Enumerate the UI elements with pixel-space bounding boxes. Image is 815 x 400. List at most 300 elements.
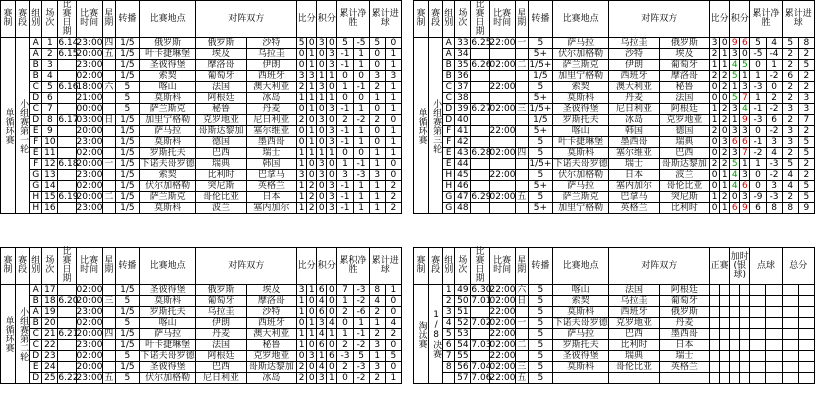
home-team-cell: 克罗地亚 [196,115,246,126]
column-header: 星期 [102,248,115,285]
venue-cell: 下诺夫哥罗德 [553,318,608,328]
date-cell [471,159,489,170]
goal-diff-away-cell: 4 [766,38,782,49]
home-team-cell: 克罗地亚 [609,318,659,329]
venue-cell: 下诺夫哥罗德 [553,159,608,169]
score-home-cell: 0 [710,181,720,192]
goal-diff-home-cell: -5 [750,49,766,60]
column-header: 比赛日期 [471,248,489,285]
column-header: 转播 [115,1,139,38]
result-cell [740,285,750,296]
table-row [1,159,402,170]
points-home-cell: 0 [317,104,327,115]
result-cell [766,362,782,373]
column-header: 比赛地点 [552,1,608,38]
date-cell [471,126,489,137]
away-team-cell: 阿根廷 [659,104,709,115]
column-header: 赛制 [414,1,429,38]
score-home-cell: 0 [297,137,307,148]
points-home-cell: 4 [317,329,327,340]
match-number-cell: 39 [455,104,471,115]
column-header: 转播 [528,248,552,285]
home-team-cell: 巴西 [609,329,659,340]
result-cell [766,285,782,296]
table-row [414,373,815,384]
away-team-cell: 巴拿马 [246,170,296,181]
result-cell [730,329,740,340]
away-team-cell: 英格兰 [246,181,296,192]
score-home-cell: 1 [297,93,307,104]
points-away-cell: 0 [327,170,337,181]
away-team-cell: 墨西哥 [246,137,296,148]
date-cell [471,93,489,104]
goals-home-cell: 0 [369,49,385,60]
result-cell [710,285,720,296]
home-team-cell: 巴西 [196,148,246,159]
points-home-cell: 0 [317,203,327,214]
goal-diff-home-cell: 1 [750,71,766,82]
result-cell [782,373,798,384]
group-cell: D [30,351,42,362]
broadcast-cell: 5 [528,82,552,93]
goal-diff-away-cell: 1 [353,137,369,148]
score-away-cell: 2 [720,104,730,115]
table-row [414,285,815,296]
points-away-cell: 3 [327,137,337,148]
points-away-cell: 1 [740,71,750,82]
goals-home-cell: 4 [369,296,385,307]
match-number-cell: 8 [42,115,58,126]
goal-diff-away-cell: 5 [353,351,369,362]
broadcast-cell: 5+ [528,203,552,214]
goal-diff-away-cell: 1 [353,49,369,60]
weekday-cell: 六 [102,82,115,93]
column-header: 场次 [455,1,471,38]
points-away-cell: 3 [327,49,337,60]
goal-diff-home-cell: 5 [750,38,766,49]
match-number-cell: 5 [42,82,58,93]
goal-diff-home-cell: 0 [337,71,353,82]
score-away-cell: 2 [307,192,317,203]
points-home-cell: 4 [317,362,327,373]
broadcast-cell: 1/5 [115,49,139,60]
goal-diff-away-cell: 3 [766,137,782,148]
goals-home-cell: 6 [782,71,798,82]
match-number-cell: 7 [42,104,58,115]
table-row [1,170,402,181]
away-team-cell: 秘鲁 [659,82,709,93]
time-cell: 02:00 [489,60,516,70]
goal-diff-away-cell: -2 [766,170,782,181]
date-cell: 6.26 [471,60,492,70]
group-cell: A [30,49,42,60]
away-team-cell: 哥斯达黎加 [246,362,296,373]
goals-home-cell: 2 [782,82,798,93]
weekday-cell: 五 [102,373,115,384]
points-away-cell: 4 [327,318,337,329]
result-cell [766,329,782,340]
goal-diff-away-cell: -2 [353,115,369,126]
away-team-cell: 尼日利亚 [246,115,296,126]
broadcast-cell: 1/5+ [529,159,552,169]
score-away-cell: 0 [720,126,730,137]
weekday-cell [515,307,528,318]
venue-cell: 索契 [139,170,195,181]
points-home-cell: 3 [317,115,327,126]
home-team-cell: 瑞典 [609,351,659,362]
score-away-cell: 1 [307,329,317,340]
goal-diff-home-cell: 2 [337,115,353,126]
goal-diff-home-cell: -1 [750,104,766,115]
goals-away-cell: 2 [798,49,814,60]
match-number-cell: 36 [455,71,471,82]
table-row [414,170,815,181]
goals-away-cell: 1 [385,126,401,137]
goal-diff-away-cell: -3 [353,170,369,181]
goal-diff-home-cell: -1 [337,203,353,214]
venue-cell: 萨马拉 [139,126,195,137]
broadcast-cell: 1/5 [115,126,139,137]
weekday-cell [515,159,528,170]
weekday-cell [102,340,115,351]
goals-home-cell: 5 [782,38,798,49]
time-cell: 23:00 [76,340,103,350]
group-stage-round2-table [0,247,402,384]
time-cell: 20:00 [76,49,103,59]
table-row [414,60,815,71]
match-number-cell: 48 [455,203,471,214]
score-home-cell: 1 [297,181,307,192]
time-cell: 23:00 [76,38,103,48]
result-cell [798,373,814,384]
score-home-cell: 0 [297,126,307,137]
points-away-cell: 9 [740,115,750,126]
score-home-cell: 3 [297,71,307,82]
home-team-cell: 韩国 [609,126,659,137]
goals-home-cell: 2 [782,192,798,203]
match-number-cell: 12 [42,159,58,170]
goals-home-cell: 2 [782,93,798,104]
points-away-cell: 7 [740,148,750,159]
score-home-cell: 1 [297,192,307,203]
table-row [1,82,402,93]
venue-cell: 莫斯科 [552,307,608,318]
goal-diff-away-cell: -4 [766,49,782,60]
venue-cell: 莫斯科 [139,137,195,148]
score-away-cell: 2 [720,115,730,126]
points-away-cell: 0 [327,296,337,307]
goal-diff-home-cell: 1 [337,296,353,307]
venue-cell: 伏尔加格勒 [139,373,195,384]
goals-away-cell: 3 [798,104,814,115]
match-number-cell: 2 [42,49,58,60]
goal-diff-away-cell: 1 [353,181,369,192]
goal-diff-home-cell: 0 [337,318,353,329]
broadcast-cell: 5 [528,329,552,340]
table-row [414,104,815,115]
column-header: 星期 [515,1,528,38]
goal-diff-away-cell: -1 [353,329,369,340]
result-cell [720,318,730,329]
time-cell [489,159,515,170]
home-team-cell: 伊朗 [196,318,246,329]
goals-away-cell: 1 [385,82,401,93]
time-cell: 02:00 [489,318,516,328]
match-number-cell: 40 [455,115,471,126]
venue-cell: 索契 [139,71,195,82]
goal-diff-away-cell: -2 [353,296,369,307]
column-header: 对阵双方 [609,1,710,38]
time-cell: 23:00 [76,60,103,70]
score-home-cell: 2 [297,373,307,384]
broadcast-cell: 1/5 [115,137,139,148]
home-team-cell: 德国 [196,137,246,148]
goal-diff-away-cell: 0 [766,82,782,93]
points-away-cell: 9 [740,203,750,214]
venue-cell: 莫斯科 [139,93,195,104]
away-team-cell: 西班牙 [246,318,296,329]
score-away-cell: 3 [307,351,317,362]
goals-away-cell: 1 [385,104,401,115]
points-home-cell: 3 [317,82,327,93]
goal-diff-home-cell: 0 [750,181,766,192]
score-away-cell: 0 [307,115,317,126]
home-team-cell: 俄罗斯 [196,285,246,296]
home-team-cell: 葡萄牙 [196,296,246,307]
score-away-cell: 0 [307,170,317,181]
points-home-cell: 6 [730,203,740,214]
date-cell: 6.16 [58,82,79,92]
goal-diff-home-cell: -2 [750,148,766,159]
time-cell: 23:00 [76,373,103,383]
goal-diff-home-cell: 1 [750,159,766,170]
venue-cell: 罗斯托夫 [139,307,195,318]
broadcast-cell: 1/5 [115,307,139,318]
score-home-cell: 2 [297,115,307,126]
table-row [1,373,402,384]
goals-home-cell: 0 [369,137,385,148]
column-header: 累积净胜 [337,248,369,285]
match-number-cell: 56 [455,362,471,373]
score-home-cell: 1 [710,192,720,203]
table-row [414,49,815,60]
goal-diff-home-cell: -1 [750,137,766,148]
result-cell [782,285,798,296]
broadcast-cell: 5 [528,192,552,203]
goals-home-cell: 2 [782,148,798,159]
time-cell: 02:00 [489,192,516,202]
column-header: 星期 [102,1,115,38]
score-home-cell: 0 [297,60,307,71]
date-cell [58,104,76,115]
table-row [1,104,402,115]
goals-home-cell: 1 [369,159,385,170]
table-row [414,192,815,203]
venue-cell: 索契 [552,296,608,307]
column-header: 组别 [30,248,42,285]
goals-home-cell: 4 [782,170,798,181]
score-home-cell: 0 [710,170,720,181]
broadcast-cell: 5 [115,318,139,329]
venue-cell: 加里宁格勒 [139,115,195,126]
date-cell: 6.17 [58,115,79,125]
goals-home-cell: 1 [369,318,385,329]
points-away-cell: 0 [327,307,337,318]
home-team-cell: 哥斯达黎加 [196,126,246,137]
points-away-cell: 7 [740,93,750,104]
time-cell: 02:00 [76,351,103,361]
goals-home-cell: 8 [369,285,385,296]
group-cell: H [30,192,42,203]
away-team-cell: 摩洛哥 [246,296,296,307]
date-cell [58,71,76,82]
weekday-cell: 一 [515,38,528,49]
date-cell: 6.15 [58,49,79,59]
result-cell [766,340,782,351]
column-header: 比赛日期 [58,1,76,38]
table-row [1,351,402,362]
weekday-cell [102,351,115,362]
result-cell [730,362,740,373]
venue-cell: 叶卡捷琳堡 [552,137,608,148]
goals-away-cell: 9 [798,203,814,214]
group-cell: E [30,148,42,159]
date-cell [58,93,76,104]
result-cell [798,307,814,318]
table-row [1,362,402,373]
home-team-cell: 乌拉圭 [196,307,246,318]
score-away-cell: 1 [307,318,317,329]
points-home-cell: 1 [730,82,740,93]
goals-away-cell: 4 [385,318,401,329]
goal-diff-away-cell: 1 [353,104,369,115]
goal-diff-home-cell: -1 [337,49,353,60]
goals-away-cell: 1 [385,137,401,148]
date-cell [58,126,76,137]
group-cell: B [443,60,455,71]
header-row [414,248,815,285]
score-home-cell: 3 [710,38,720,49]
time-cell [489,49,515,60]
column-header: 赛段 [16,248,30,285]
goals-home-cell: 0 [369,126,385,137]
goal-diff-home-cell: -1 [337,60,353,71]
date-cell [58,362,76,373]
table-row [414,93,815,104]
venue-cell: 圣彼得堡 [552,351,608,362]
broadcast-cell: 1/5 [115,159,139,170]
points-away-cell: 1 [327,373,337,384]
date-cell [471,181,489,192]
result-cell [798,329,814,340]
result-cell [710,296,720,307]
goal-diff-home-cell: 0 [750,170,766,181]
date-cell [58,203,76,214]
goals-away-cell: 2 [385,329,401,340]
weekday-cell [515,329,528,340]
column-header: 比分 [710,1,730,38]
group-cell: 1 [443,285,455,296]
match-number-cell: 37 [455,82,471,93]
result-cell [766,373,782,384]
column-header: 场次 [42,248,58,285]
weekday-cell: 六 [515,285,528,296]
match-number-cell: 16 [42,203,58,214]
goal-diff-away-cell: 0 [353,93,369,104]
header-row [414,1,815,38]
goal-diff-away-cell: 4 [766,148,782,159]
time-cell: 20:00 [76,362,103,372]
goal-diff-home-cell: -3 [337,351,353,362]
points-away-cell: 0 [327,362,337,373]
goals-away-cell: 2 [385,203,401,214]
group-cell: C [30,104,42,115]
goals-home-cell: 1 [369,148,385,159]
group-cell: D [443,104,455,115]
table-row [414,307,815,318]
goals-away-cell: 0 [385,296,401,307]
weekday-cell [102,203,115,214]
goal-diff-away-cell: 2 [766,93,782,104]
match-number-cell: 51 [455,307,471,318]
goal-diff-home-cell: -9 [750,192,766,203]
goals-away-cell: 0 [385,362,401,373]
goals-home-cell: 4 [782,181,798,192]
weekday-cell: 一 [102,159,115,170]
result-cell [710,362,720,373]
time-cell: 22:00 [489,126,516,136]
home-team-cell: 葡萄牙 [196,71,246,82]
column-header: 累计净胜 [337,1,369,38]
goals-away-cell: 5 [798,137,814,148]
result-cell [720,329,730,340]
score-home-cell: 1 [710,115,720,126]
time-cell: 22:00 [489,307,516,317]
goals-away-cell: 0 [385,38,401,49]
result-cell [766,307,782,318]
venue-cell: 莫斯科 [552,148,608,159]
broadcast-cell: 5 [528,362,552,373]
result-cell [798,285,814,296]
column-header: 比赛时间 [489,248,515,285]
broadcast-cell: 5 [528,373,552,384]
points-home-cell: 1 [317,148,327,159]
date-cell: 6.30 [471,285,492,295]
weekday-cell: 三 [515,362,528,373]
score-home-cell: 0 [710,93,720,104]
goal-diff-home-cell: -1 [337,192,353,203]
away-team-cell: 埃及 [246,285,296,296]
away-team-cell: 哥伦比亚 [659,181,709,192]
group-cell: A [30,285,42,296]
column-header: 组别 [443,1,455,38]
date-cell [471,82,489,93]
goal-diff-away-cell: -2 [766,104,782,115]
result-cell [782,340,798,351]
round-label: 小组赛第三轮 [429,38,443,214]
table-row [414,126,815,137]
goal-diff-home-cell: 1 [337,329,353,340]
time-cell: 00:00 [76,104,103,114]
result-cell [710,329,720,340]
score-away-cell: 0 [307,159,317,170]
weekday-cell: 二 [515,340,528,351]
group-cell: G [443,192,455,203]
match-number-cell: 19 [42,307,58,318]
match-number-cell: 17 [42,285,58,296]
weekday-cell [102,148,115,159]
venue-cell: 俄罗斯 [139,38,195,49]
